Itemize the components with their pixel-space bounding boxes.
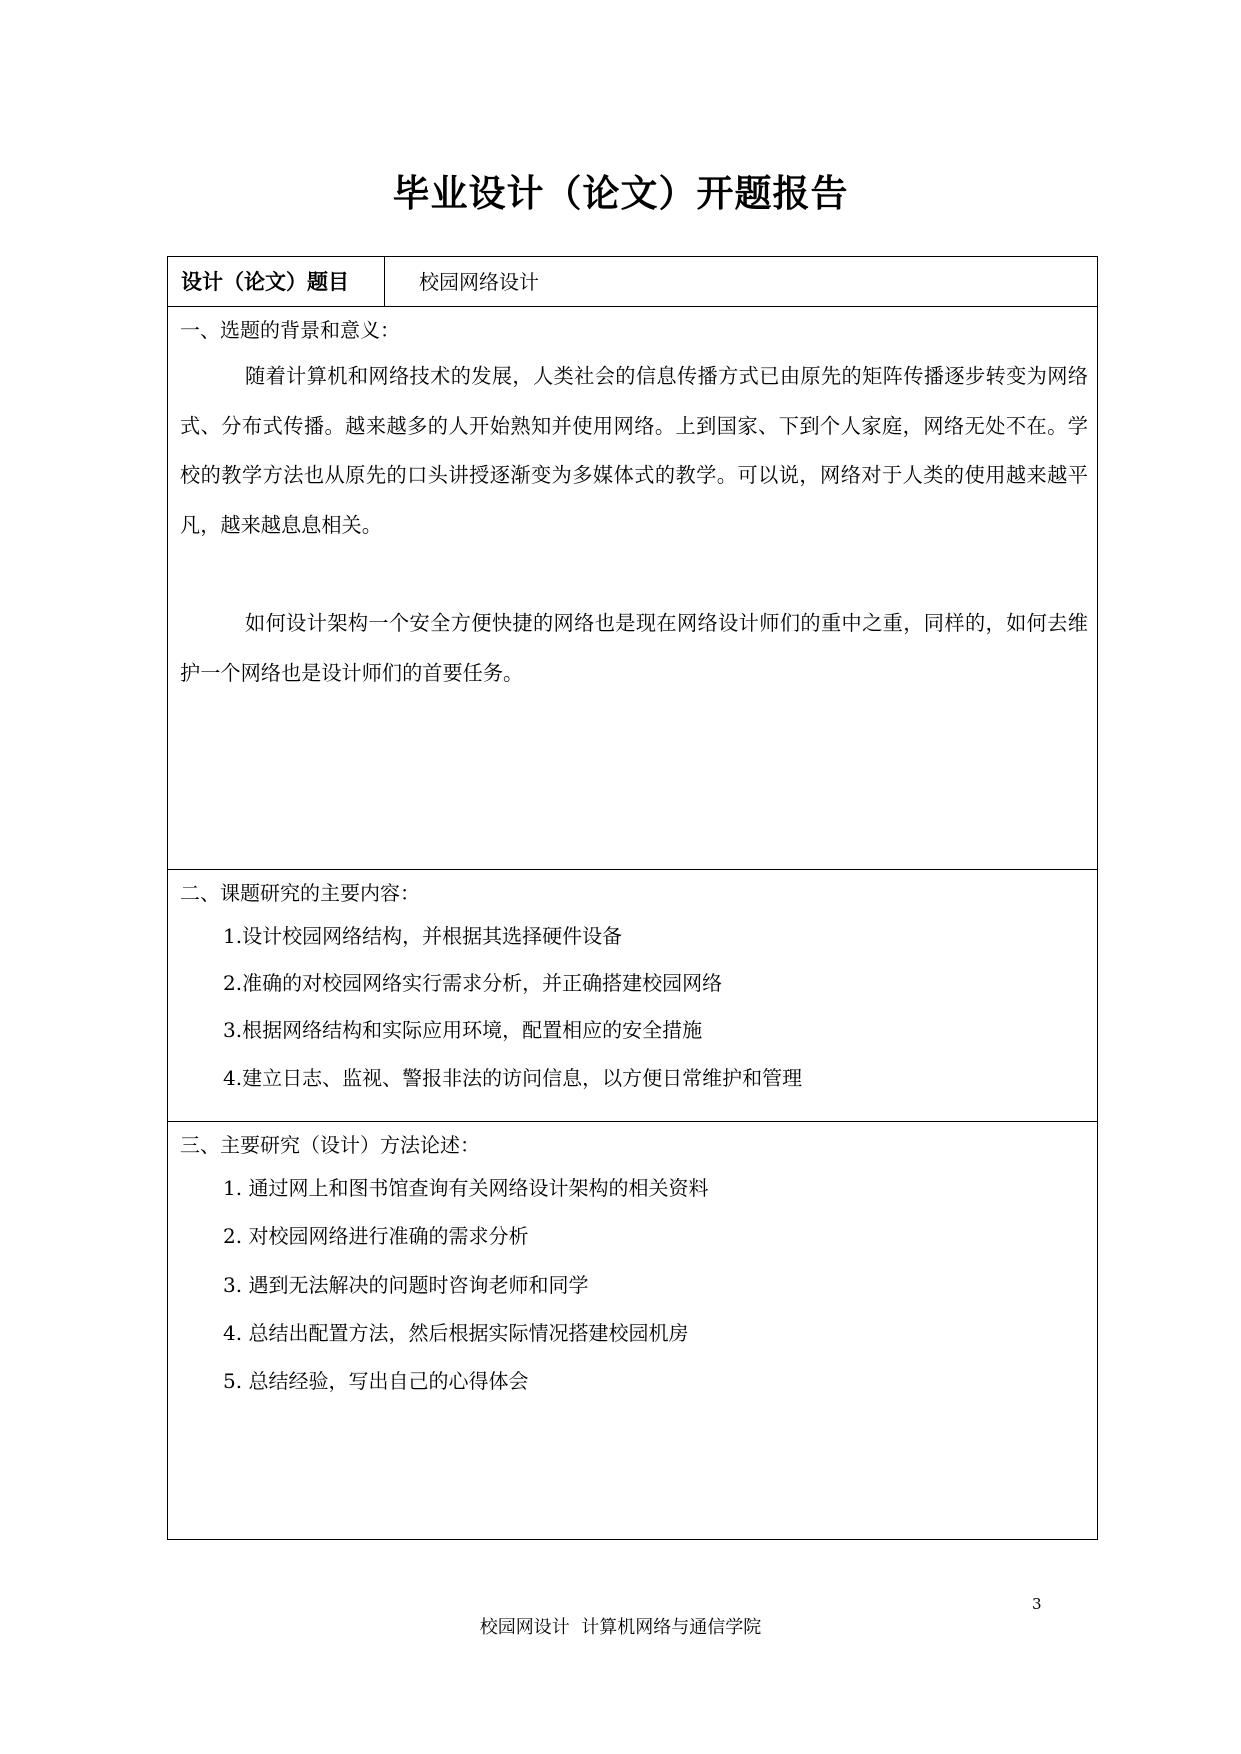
subject-label: 设计（论文）题目 <box>181 269 349 294</box>
page-footer: 校园网设计 计算机网络与通信学院 <box>479 1617 762 1638</box>
method-section <box>168 1122 1097 1539</box>
method-item-3: 3. 遇到无法解决的问题时咨询老师和同学 <box>223 1273 589 1297</box>
content-item-1: 1.设计校园网络结构，并根据其选择硬件设备 <box>223 924 623 948</box>
content-section <box>168 870 1097 1122</box>
background-heading: 一、选题的背景和意义： <box>180 318 400 342</box>
content-item-3: 3.根据网络结构和实际应用环境，配置相应的安全措施 <box>223 1018 703 1042</box>
subject-divider <box>384 257 385 306</box>
content-item-4: 4.建立日志、监视、警报非法的访问信息，以方便日常维护和管理 <box>223 1066 803 1090</box>
background-paragraph-1: 随着计算机和网络技术的发展，人类社会的信息传播方式已由原先的矩阵传播逐步转变为网络式、分布式传播。越来越多的人开始熟知并使用网络。上到国家、下到个人家庭，网络无处不在。学校的教学方法也从原先的口头讲授逐渐变为多媒体式的教学。可以说，网络对于人类的使用越来越平凡，越来越息息相关。 <box>180 364 1088 537</box>
content-item-2: 2.准确的对校园网络实行需求分析，并正确搭建校园网络 <box>223 971 723 995</box>
background-paragraph-2: 如何设计架构一个安全方便快捷的网络也是现在网络设计师们的重中之重，同样的，如何去维护一个网络也是设计师们的首要任务。 <box>180 611 1088 685</box>
page-title: 毕业设计（论文）开题报告 <box>392 171 849 215</box>
proposal-table <box>167 256 1098 1540</box>
subject-row <box>168 257 1097 307</box>
page-number: 3 <box>1032 1595 1042 1613</box>
method-item-1: 1. 通过网上和图书馆查询有关网络设计架构的相关资料 <box>223 1176 709 1200</box>
subject-value: 校园网络设计 <box>419 270 539 294</box>
method-item-4: 4. 总结出配置方法，然后根据实际情况搭建校园机房 <box>223 1321 689 1345</box>
content-heading: 二、课题研究的主要内容： <box>180 881 420 905</box>
method-heading: 三、主要研究（设计）方法论述： <box>180 1133 480 1157</box>
method-item-2: 2. 对校园网络进行准确的需求分析 <box>223 1224 529 1248</box>
method-item-5: 5. 总结经验，写出自己的心得体会 <box>223 1369 529 1393</box>
background-section <box>168 307 1097 870</box>
